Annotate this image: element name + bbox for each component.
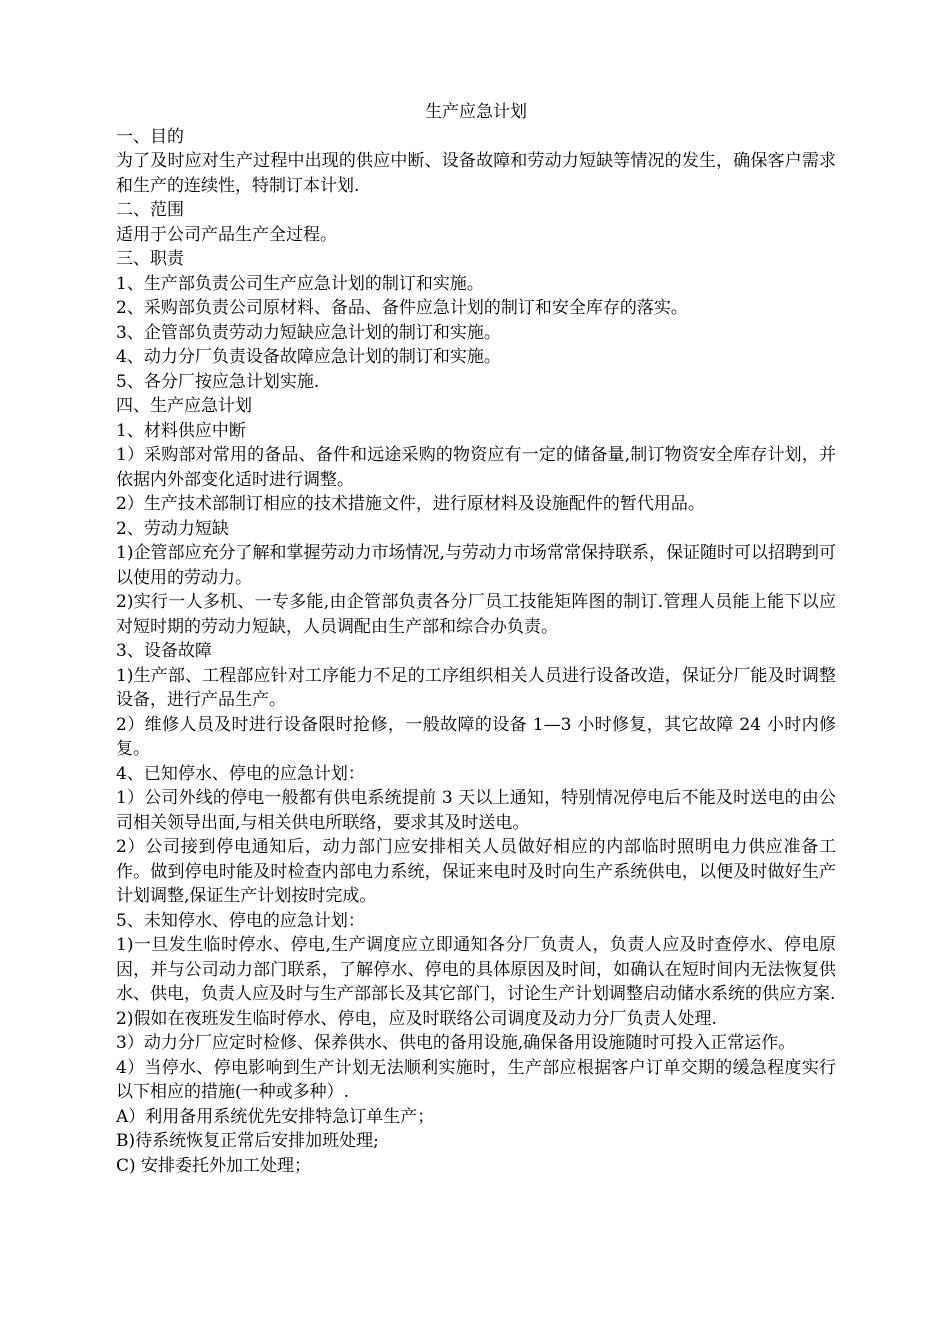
section-heading-plan: 四、生产应急计划 — [116, 396, 252, 416]
subsection-heading: 4、已知停水、停电的应急计划： — [116, 763, 365, 784]
list-item: 2)实行一人多机、一专多能,由企管部负责各分厂员工技能矩阵图的制订.管理人员能上能下以应对短时期的劳动力短缺，人员调配由生产部和综合办负责。 — [116, 592, 836, 637]
subsection-heading: 2、劳动力短缺 — [116, 518, 229, 539]
list-item: 3、企管部负责劳动力短缺应急计划的制订和实施。 — [116, 322, 501, 343]
document-title: 生产应急计划 — [425, 102, 527, 122]
list-item: A）利用备用系统优先安排特急订单生产； — [116, 1106, 435, 1127]
list-item: 1)一旦发生临时停水、停电,生产调度应立即通知各分厂负责人，负责人应及时查停水、停电原因，并与公司动力部门联系，了解停水、停电的具体原因及时间，如确认在短时间内无法恢复供水、供电，负责人应及时与生产部部长及其它部门，讨论生产计划调整启动储水系统的供应方案. — [116, 935, 836, 1004]
list-item: 4、动力分厂负责设备故障应急计划的制订和实施。 — [116, 347, 501, 367]
list-item: 1、生产部负责公司生产应急计划的制订和实施。 — [116, 273, 484, 294]
section-heading-responsibilities: 三、职责 — [116, 249, 184, 269]
list-item: 5、各分厂按应急计划实施. — [116, 371, 320, 392]
subsection-heading: 3、设备故障 — [116, 641, 212, 661]
list-item: 4）当停水、停电影响到生产计划无法顺利实施时，生产部应根据客户订单交期的缓急程度实行以下相应的措施(一种或多种）. — [116, 1057, 836, 1102]
list-item: C) 安排委托外加工处理； — [116, 1155, 312, 1176]
list-item: 3）动力分厂应定时检修、保养供水、供电的备用设施,确保备用设施随时可投入正常运作。 — [116, 1033, 796, 1053]
subsection-heading: 5、未知停水、停电的应急计划： — [116, 910, 365, 931]
list-item: 1)企管部应充分了解和掌握劳动力市场情况,与劳动力市场常常保持联系，保证随时可以招聘到可以使用的劳动力。 — [116, 543, 836, 588]
section-heading-purpose: 一、目的 — [116, 126, 184, 147]
paragraph: 适用于公司产品生产全过程。 — [116, 224, 337, 245]
list-item: 1）公司外线的停电一般都有供电系统提前 3 天以上通知，特别情况停电后不能及时送电的由公司相关领导出面,与相关供电所联络，要求其及时送电。 — [116, 788, 836, 833]
list-item: 1）采购部对常用的备品、备件和远途采购的物资应有一定的储备量,制订物资安全库存计划，并依据内外部变化适时进行调整。 — [116, 445, 836, 490]
list-item: B)待系统恢复正常后安排加班处理; — [116, 1131, 379, 1151]
list-item: 2）公司接到停电通知后，动力部门应安排相关人员做好相应的内部临时照明电力供应准备工作。做到停电时能及时检查内部电力系统，保证来电时及时向生产系统供电，以便及时做好生产计划调整,保证生产计划按时完成。 — [116, 837, 836, 906]
list-item: 2)假如在夜班发生临时停水、停电，应及时联络公司调度及动力分厂负责人处理. — [116, 1008, 717, 1029]
document-body — [116, 100, 836, 1178]
list-item: 2）维修人员及时进行设备限时抢修，一般故障的设备 1—3 小时修复，其它故障 24 小时内修复。 — [116, 714, 836, 759]
paragraph: 为了及时应对生产过程中出现的供应中断、设备故障和劳动力短缺等情况的发生，确保客户需求和生产的连续性，特制订本计划. — [116, 151, 836, 196]
list-item: 2）生产技术部制订相应的技术措施文件，进行原材料及设施配件的暂代用品。 — [116, 494, 705, 514]
list-item: 1)生产部、工程部应针对工序能力不足的工序组织相关人员进行设备改造，保证分厂能及时调整设备，进行产品生产。 — [116, 665, 836, 710]
section-heading-scope: 二、范围 — [116, 200, 184, 220]
subsection-heading: 1、材料供应中断 — [116, 420, 246, 441]
list-item: 2、采购部负责公司原材料、备品、备件应急计划的制订和安全库存的落实。 — [116, 298, 688, 318]
